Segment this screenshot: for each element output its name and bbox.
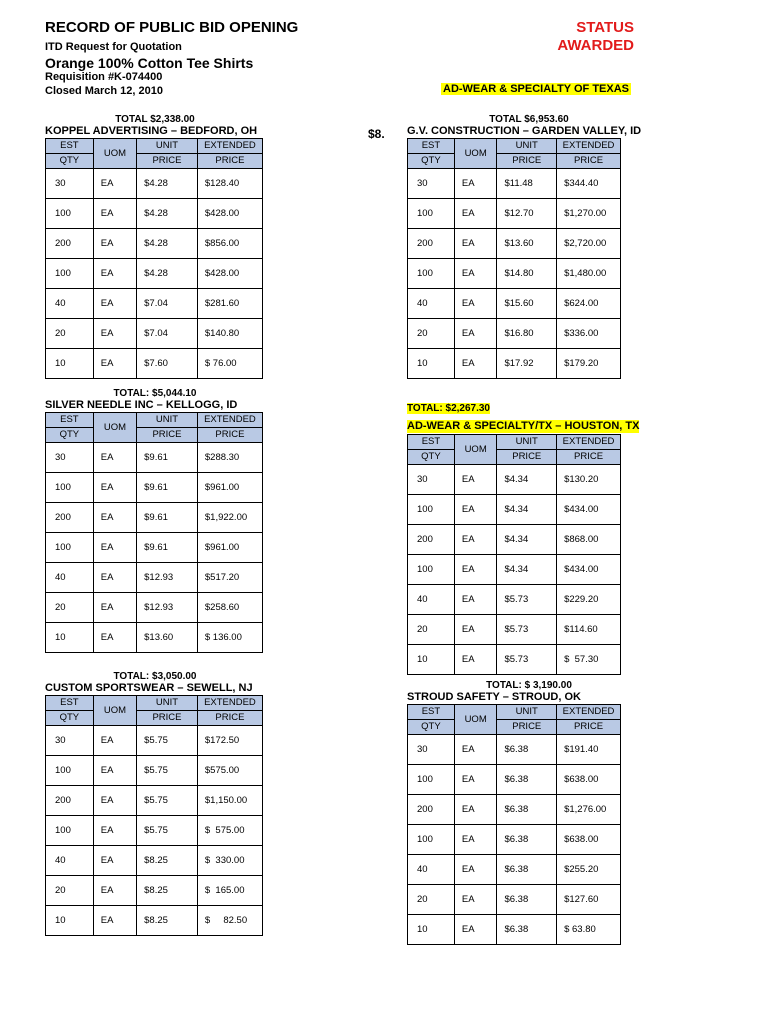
col-header-uom: UOM (93, 413, 136, 443)
cell-qty: 100 (46, 756, 94, 786)
col-header-qty: QTY (46, 711, 94, 726)
cell-uom: EA (93, 786, 136, 816)
table-row (46, 443, 263, 473)
cell-uom: EA (454, 765, 497, 795)
cell-unit-price: $6.38 (497, 885, 557, 915)
table-row (46, 533, 263, 563)
table-row (408, 915, 621, 945)
table-row (46, 229, 263, 259)
table-row (46, 876, 263, 906)
table-row (46, 816, 263, 846)
cell-qty: 100 (408, 765, 455, 795)
cell-uom: EA (454, 349, 497, 379)
cell-qty: 100 (46, 473, 94, 503)
cell-qty: 200 (408, 229, 455, 259)
cell-uom: EA (454, 585, 497, 615)
cell-extended-price: $ 63.80 (557, 915, 621, 945)
col-header-unit: UNIT (497, 139, 557, 154)
col-header-est: EST (408, 435, 455, 450)
cell-unit-price: $4.28 (137, 169, 198, 199)
cell-extended-price: $868.00 (557, 525, 621, 555)
cell-unit-price: $6.38 (497, 855, 557, 885)
bid-total: TOTAL: $5,044.10 (113, 388, 197, 399)
bid-vendor-name: SILVER NEEDLE INC – KELLOGG, ID (45, 399, 238, 411)
cell-qty: 100 (46, 533, 94, 563)
cell-qty: 100 (408, 495, 455, 525)
cell-qty: 40 (46, 846, 94, 876)
cell-extended-price: $638.00 (557, 825, 621, 855)
cell-extended-price: $229.20 (557, 585, 621, 615)
cell-qty: 200 (46, 503, 94, 533)
col-header-extended-price: PRICE (557, 154, 621, 169)
table-row (408, 289, 621, 319)
cell-unit-price: $4.28 (137, 199, 198, 229)
cell-qty: 20 (408, 885, 455, 915)
bid-block (45, 114, 275, 379)
cell-unit-price: $14.80 (497, 259, 557, 289)
table-row (408, 615, 621, 645)
table-row (46, 169, 263, 199)
cell-qty: 40 (408, 855, 455, 885)
table-row (46, 786, 263, 816)
cell-unit-price: $13.60 (497, 229, 557, 259)
cell-extended-price: $191.40 (557, 735, 621, 765)
cell-qty: 10 (408, 645, 455, 675)
col-header-unit-price: PRICE (137, 428, 198, 443)
cell-extended-price: $ 76.00 (197, 349, 262, 379)
cell-unit-price: $5.75 (137, 816, 198, 846)
cell-uom: EA (93, 199, 136, 229)
bid-vendor-name: KOPPEL ADVERTISING – BEDFORD, OH (45, 125, 258, 137)
table-row (46, 199, 263, 229)
cell-unit-price: $4.34 (497, 555, 557, 585)
cell-qty: 100 (46, 259, 94, 289)
cell-uom: EA (93, 623, 136, 653)
status-value: AWARDED (557, 37, 634, 54)
bid-block (45, 388, 275, 653)
cell-qty: 100 (408, 199, 455, 229)
cell-unit-price: $4.28 (137, 229, 198, 259)
col-header-extended: EXTENDED (197, 696, 262, 711)
col-header-qty: QTY (408, 154, 455, 169)
table-row (46, 349, 263, 379)
cell-extended-price: $2,720.00 (557, 229, 621, 259)
cell-qty: 40 (408, 585, 455, 615)
col-header-est: EST (46, 696, 94, 711)
cell-extended-price: $434.00 (557, 555, 621, 585)
cell-qty: 200 (46, 786, 94, 816)
cell-qty: 30 (408, 465, 455, 495)
cell-uom: EA (454, 555, 497, 585)
table-row (46, 563, 263, 593)
cell-qty: 100 (408, 825, 455, 855)
bid-block (407, 680, 667, 945)
cell-uom: EA (93, 876, 136, 906)
cell-extended-price: $179.20 (557, 349, 621, 379)
bid-table (45, 138, 263, 379)
cell-extended-price: $281.60 (197, 289, 262, 319)
cell-uom: EA (454, 855, 497, 885)
col-header-unit: UNIT (497, 705, 557, 720)
col-header-qty: QTY (46, 154, 94, 169)
cell-extended-price: $255.20 (557, 855, 621, 885)
stray-amount: $8. (368, 127, 385, 141)
cell-qty: 100 (46, 816, 94, 846)
cell-uom: EA (454, 169, 497, 199)
cell-extended-price: $517.20 (197, 563, 262, 593)
cell-unit-price: $13.60 (137, 623, 198, 653)
cell-unit-price: $9.61 (137, 443, 198, 473)
cell-unit-price: $4.34 (497, 465, 557, 495)
cell-unit-price: $4.34 (497, 495, 557, 525)
cell-uom: EA (454, 229, 497, 259)
cell-qty: 20 (46, 319, 94, 349)
cell-uom: EA (93, 473, 136, 503)
col-header-qty: QTY (408, 450, 455, 465)
cell-uom: EA (93, 726, 136, 756)
cell-unit-price: $12.93 (137, 593, 198, 623)
cell-unit-price: $15.60 (497, 289, 557, 319)
col-header-extended: EXTENDED (557, 139, 621, 154)
cell-extended-price: $127.60 (557, 885, 621, 915)
bid-vendor-name: AD-WEAR & SPECIALTY/TX – HOUSTON, TX (407, 420, 640, 432)
cell-uom: EA (93, 503, 136, 533)
table-row (408, 465, 621, 495)
col-header-unit-price: PRICE (497, 154, 557, 169)
awarded-vendor: AD-WEAR & SPECIALTY OF TEXAS (443, 83, 629, 95)
cell-extended-price: $961.00 (197, 533, 262, 563)
table-row (408, 795, 621, 825)
cell-extended-price: $428.00 (197, 259, 262, 289)
cell-extended-price: $288.30 (197, 443, 262, 473)
table-row (46, 906, 263, 936)
cell-qty: 100 (408, 555, 455, 585)
cell-extended-price: $624.00 (557, 289, 621, 319)
cell-unit-price: $4.34 (497, 525, 557, 555)
cell-extended-price: $ 165.00 (197, 876, 262, 906)
bid-vendor-name: CUSTOM SPORTSWEAR – SEWELL, NJ (45, 682, 253, 694)
product-name: Orange 100% Cotton Tee Shirts (45, 55, 254, 71)
cell-extended-price: $344.40 (557, 169, 621, 199)
cell-extended-price: $428.00 (197, 199, 262, 229)
cell-uom: EA (93, 593, 136, 623)
bid-total: TOTAL $2,338.00 (115, 114, 195, 125)
cell-unit-price: $5.73 (497, 615, 557, 645)
col-header-uom: UOM (454, 139, 497, 169)
cell-uom: EA (454, 465, 497, 495)
cell-unit-price: $8.25 (137, 846, 198, 876)
cell-uom: EA (454, 495, 497, 525)
cell-unit-price: $5.73 (497, 645, 557, 675)
col-header-extended: EXTENDED (557, 435, 621, 450)
cell-unit-price: $6.38 (497, 915, 557, 945)
col-header-extended: EXTENDED (557, 705, 621, 720)
table-row (46, 503, 263, 533)
table-row (408, 645, 621, 675)
cell-extended-price: $114.60 (557, 615, 621, 645)
cell-extended-price: $856.00 (197, 229, 262, 259)
cell-uom: EA (454, 735, 497, 765)
table-row (408, 555, 621, 585)
cell-uom: EA (454, 319, 497, 349)
cell-uom: EA (454, 259, 497, 289)
col-header-extended-price: PRICE (197, 711, 262, 726)
cell-extended-price: $172.50 (197, 726, 262, 756)
cell-extended-price: $1,150.00 (197, 786, 262, 816)
cell-unit-price: $6.38 (497, 765, 557, 795)
col-header-unit: UNIT (137, 139, 198, 154)
bid-block (407, 114, 667, 379)
cell-qty: 30 (46, 726, 94, 756)
bid-vendor-name: STROUD SAFETY – STROUD, OK (407, 691, 581, 703)
cell-unit-price: $4.28 (137, 259, 198, 289)
table-row (408, 735, 621, 765)
cell-uom: EA (454, 645, 497, 675)
col-header-extended: EXTENDED (197, 413, 262, 428)
bid-table (407, 434, 621, 675)
cell-unit-price: $17.92 (497, 349, 557, 379)
cell-qty: 100 (408, 259, 455, 289)
cell-qty: 100 (46, 199, 94, 229)
cell-unit-price: $16.80 (497, 319, 557, 349)
cell-uom: EA (93, 846, 136, 876)
col-header-extended-price: PRICE (557, 720, 621, 735)
table-row (408, 585, 621, 615)
table-row (46, 756, 263, 786)
cell-extended-price: $1,276.00 (557, 795, 621, 825)
col-header-extended-price: PRICE (197, 154, 262, 169)
cell-qty: 20 (408, 615, 455, 645)
table-row (46, 259, 263, 289)
cell-extended-price: $140.80 (197, 319, 262, 349)
bid-total: TOTAL: $ 3,190.00 (486, 680, 572, 691)
cell-unit-price: $9.61 (137, 503, 198, 533)
table-row (46, 623, 263, 653)
cell-unit-price: $7.04 (137, 319, 198, 349)
table-row (408, 885, 621, 915)
col-header-uom: UOM (454, 435, 497, 465)
cell-qty: 10 (408, 349, 455, 379)
cell-unit-price: $12.70 (497, 199, 557, 229)
table-row (46, 473, 263, 503)
table-row (408, 319, 621, 349)
cell-uom: EA (93, 169, 136, 199)
cell-extended-price: $ 57.30 (557, 645, 621, 675)
col-header-unit: UNIT (497, 435, 557, 450)
cell-uom: EA (454, 885, 497, 915)
cell-extended-price: $575.00 (197, 756, 262, 786)
closed-date: Closed March 12, 2010 (45, 85, 164, 97)
cell-uom: EA (93, 319, 136, 349)
cell-extended-price: $258.60 (197, 593, 262, 623)
cell-unit-price: $7.60 (137, 349, 198, 379)
cell-extended-price: $961.00 (197, 473, 262, 503)
cell-qty: 200 (408, 525, 455, 555)
table-row (408, 495, 621, 525)
cell-uom: EA (93, 289, 136, 319)
cell-qty: 40 (408, 289, 455, 319)
col-header-uom: UOM (454, 705, 497, 735)
col-header-unit-price: PRICE (137, 154, 198, 169)
bid-block (45, 671, 275, 936)
cell-unit-price: $7.04 (137, 289, 198, 319)
cell-uom: EA (454, 615, 497, 645)
bid-table (407, 138, 621, 379)
cell-unit-price: $11.48 (497, 169, 557, 199)
cell-extended-price: $ 82.50 (197, 906, 262, 936)
table-row (408, 349, 621, 379)
table-row (46, 846, 263, 876)
cell-uom: EA (93, 349, 136, 379)
requisition-number: Requisition #K-074400 (45, 71, 163, 83)
cell-uom: EA (93, 906, 136, 936)
col-header-uom: UOM (93, 696, 136, 726)
cell-qty: 200 (46, 229, 94, 259)
bid-total: TOTAL: $2,267.30 (407, 403, 490, 414)
cell-qty: 20 (46, 593, 94, 623)
cell-qty: 40 (46, 289, 94, 319)
cell-qty: 30 (408, 735, 455, 765)
bid-vendor-name: G.V. CONSTRUCTION – GARDEN VALLEY, ID (407, 125, 642, 137)
cell-uom: EA (93, 563, 136, 593)
cell-unit-price: $12.93 (137, 563, 198, 593)
document-title: RECORD OF PUBLIC BID OPENING (45, 19, 299, 36)
col-header-uom: UOM (93, 139, 136, 169)
cell-qty: 10 (46, 906, 94, 936)
cell-qty: 40 (46, 563, 94, 593)
cell-qty: 20 (408, 319, 455, 349)
table-row (46, 726, 263, 756)
col-header-extended-price: PRICE (197, 428, 262, 443)
col-header-est: EST (408, 705, 455, 720)
cell-extended-price: $1,270.00 (557, 199, 621, 229)
cell-uom: EA (93, 756, 136, 786)
cell-unit-price: $8.25 (137, 876, 198, 906)
cell-qty: 20 (46, 876, 94, 906)
bid-table (45, 695, 263, 936)
cell-extended-price: $130.20 (557, 465, 621, 495)
cell-uom: EA (454, 795, 497, 825)
cell-unit-price: $9.61 (137, 473, 198, 503)
cell-uom: EA (454, 525, 497, 555)
cell-uom: EA (454, 199, 497, 229)
cell-unit-price: $5.73 (497, 585, 557, 615)
cell-uom: EA (454, 825, 497, 855)
table-row (46, 319, 263, 349)
col-header-unit-price: PRICE (137, 711, 198, 726)
cell-unit-price: $5.75 (137, 726, 198, 756)
document-subtitle: ITD Request for Quotation (45, 41, 182, 53)
cell-unit-price: $6.38 (497, 795, 557, 825)
col-header-unit: UNIT (137, 696, 198, 711)
col-header-est: EST (46, 413, 94, 428)
col-header-est: EST (46, 139, 94, 154)
table-row (408, 199, 621, 229)
cell-extended-price: $336.00 (557, 319, 621, 349)
cell-uom: EA (454, 915, 497, 945)
cell-qty: 30 (46, 443, 94, 473)
cell-qty: 30 (408, 169, 455, 199)
col-header-extended-price: PRICE (557, 450, 621, 465)
col-header-unit-price: PRICE (497, 450, 557, 465)
table-row (408, 765, 621, 795)
bid-table (45, 412, 263, 653)
cell-unit-price: $6.38 (497, 825, 557, 855)
cell-qty: 30 (46, 169, 94, 199)
cell-unit-price: $5.75 (137, 786, 198, 816)
col-header-qty: QTY (408, 720, 455, 735)
cell-uom: EA (93, 533, 136, 563)
cell-unit-price: $9.61 (137, 533, 198, 563)
bid-table (407, 704, 621, 945)
cell-uom: EA (93, 816, 136, 846)
col-header-unit: UNIT (137, 413, 198, 428)
cell-uom: EA (93, 229, 136, 259)
status-label: STATUS (576, 19, 634, 36)
cell-extended-price: $1,922.00 (197, 503, 262, 533)
cell-extended-price: $638.00 (557, 765, 621, 795)
cell-extended-price: $128.40 (197, 169, 262, 199)
col-header-est: EST (408, 139, 455, 154)
cell-unit-price: $8.25 (137, 906, 198, 936)
cell-uom: EA (454, 289, 497, 319)
cell-extended-price: $ 136.00 (197, 623, 262, 653)
table-row (408, 229, 621, 259)
cell-qty: 200 (408, 795, 455, 825)
col-header-extended: EXTENDED (197, 139, 262, 154)
cell-uom: EA (93, 259, 136, 289)
cell-extended-price: $1,480.00 (557, 259, 621, 289)
cell-unit-price: $6.38 (497, 735, 557, 765)
table-row (408, 169, 621, 199)
table-row (46, 289, 263, 319)
table-row (408, 855, 621, 885)
cell-extended-price: $434.00 (557, 495, 621, 525)
cell-extended-price: $ 330.00 (197, 846, 262, 876)
cell-qty: 10 (408, 915, 455, 945)
cell-unit-price: $5.75 (137, 756, 198, 786)
table-row (408, 825, 621, 855)
table-row (408, 525, 621, 555)
col-header-unit-price: PRICE (497, 720, 557, 735)
bid-total: TOTAL: $3,050.00 (113, 671, 197, 682)
cell-qty: 10 (46, 349, 94, 379)
bid-block (407, 398, 667, 675)
bid-total: TOTAL $6,953.60 (489, 114, 569, 125)
cell-extended-price: $ 575.00 (197, 816, 262, 846)
table-row (408, 259, 621, 289)
cell-uom: EA (93, 443, 136, 473)
table-row (46, 593, 263, 623)
cell-qty: 10 (46, 623, 94, 653)
col-header-qty: QTY (46, 428, 94, 443)
